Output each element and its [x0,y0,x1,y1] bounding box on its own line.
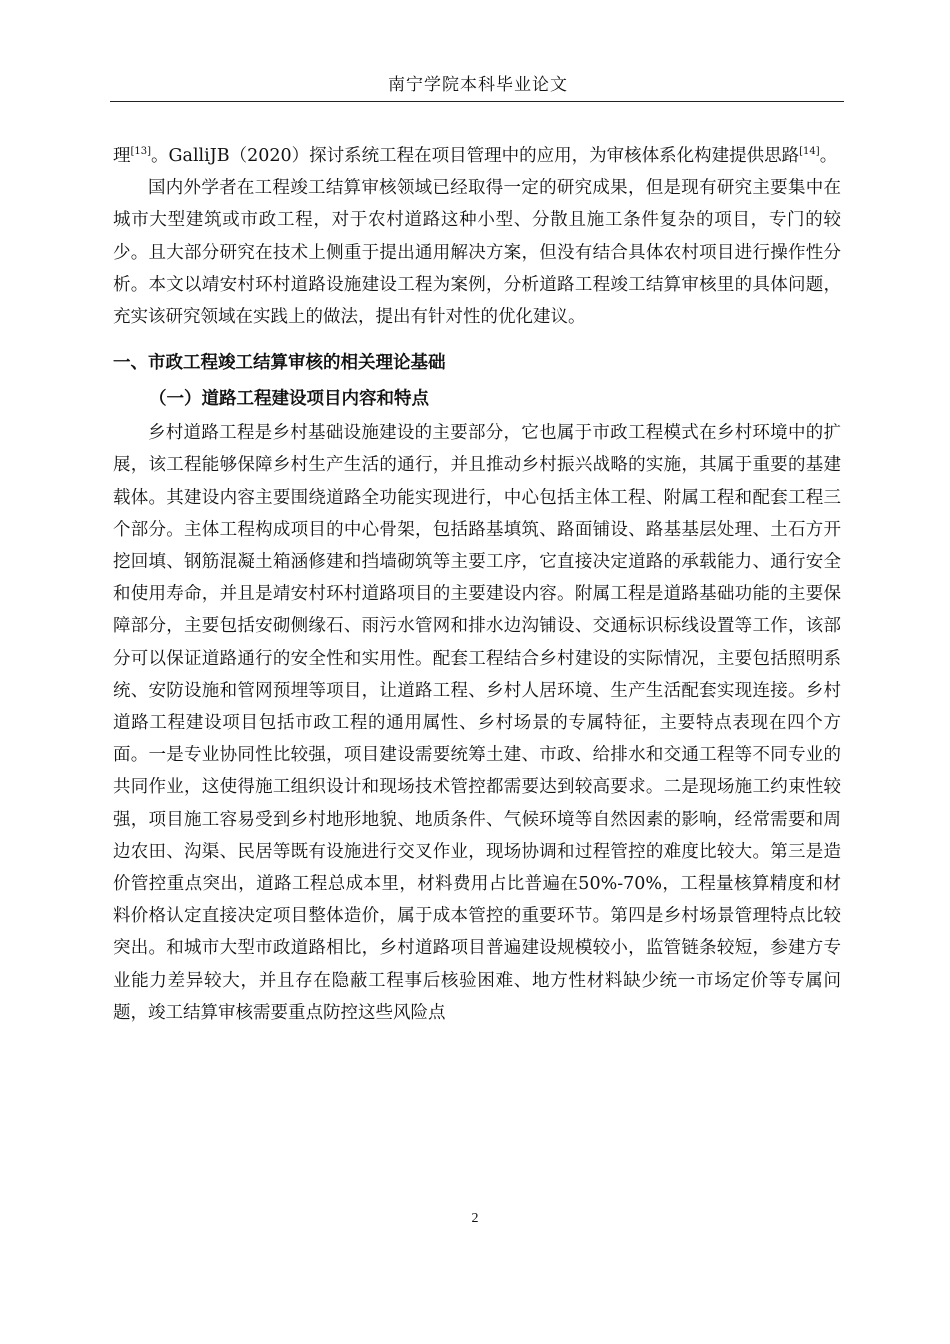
subsection-heading: （一）道路工程建设项目内容和特点 [149,389,429,410]
header-divider [110,101,844,102]
paragraph-citation-continuation [113,140,841,172]
page-number: 2 [471,1211,479,1226]
page-header: 南宁学院本科毕业论文 [388,75,568,95]
citation-14: [14] [799,146,820,158]
paragraph1-text-b: 。GalliJB（2020）探讨系统工程在项目管理中的应用，为审核体系化构建提供思路 [151,146,800,166]
paragraph-research-status: 国内外学者在工程竣工结算审核领域已经取得一定的研究成果，但是现有研究主要集中在城市大型建筑或市政工程，对于农村道路这种小型、分散且施工条件复杂的项目，专门的较少。且大部分研究在技术上侧重于提出通用解决方案，但没有结合具体农村项目进行操作性分析。本文以靖安村环村道路设施建设工程为案例，分析道路工程竣工结算审核里的具体问题，充实该研究领域在实践上的做法，提出有针对性的优化建议。 [113,178,841,328]
paragraph1-text-a: 理 [113,146,131,166]
body-content [113,140,841,1029]
paragraph-road-project-features: 乡村道路工程是乡村基础设施建设的主要部分，它也属于市政工程模式在乡村环境中的扩展，该工程能够保障乡村生产生活的通行，并且推动乡村振兴战略的实施，其属于重要的基建载体。其建设内容主要围绕道路全功能实现进行，中心包括主体工程、附属工程和配套工程三个部分。主体工程构成项目的中心骨架，包括路基填筑、路面铺设、路基基层处理、土石方开挖回填、钢筋混凝土箱涵修建和挡墙砌筑等主要工序，它直接决定道路的承载能力、通行安全和使用寿命，并且是靖安村环村道路项目的主要建设内容。附属工程是道路基础功能的主要保障部分，主要包括安砌侧缘石、雨污水管网和排水边沟铺设、交通标识标线设置等工作，该部分可以保证道路通行的安全性和实用性。配套工程结合乡村建设的实际情况，主要包括照明系统、安防设施和管网预埋等项目，让道路工程、乡村人居环境、生产生活配套实现连接。乡村道路工程建设项目包括市政工程的通用属性、乡村场景的专属特征，主要特点表现在四个方面。一是专业协同性比较强，项目建设需要统筹土建、市政、给排水和交通工程等不同专业的共同作业，这使得施工组织设计和现场技术管控都需要达到较高要求。二是现场施工约束性较强，项目施工容易受到乡村地形地貌、地质条件、气候环境等自然因素的影响，经常需要和周边农田、沟渠、民居等既有设施进行交叉作业，现场协调和过程管控的难度比较大。第三是造价管控重点突出，道路工程总成本里，材料费用占比普遍在50%-70%，工程量核算精度和材料价格认定直接决定项目整体造价，属于成本管控的重要环节。第四是乡村场景管理特点比较突出。和城市大型市政道路相比，乡村道路项目普遍建设规模较小，监管链条较短，参建方专业能力差异较大，并且存在隐蔽工程事后核验困难、地方性材料缺少统一市场定价等专属问题，竣工结算审核需要重点防控这些风险点 [113,423,841,1023]
paragraph1-text-c: 。 [819,146,838,166]
citation-13: [13] [130,146,152,158]
section-heading: 一、市政工程竣工结算审核的相关理论基础 [113,353,446,374]
